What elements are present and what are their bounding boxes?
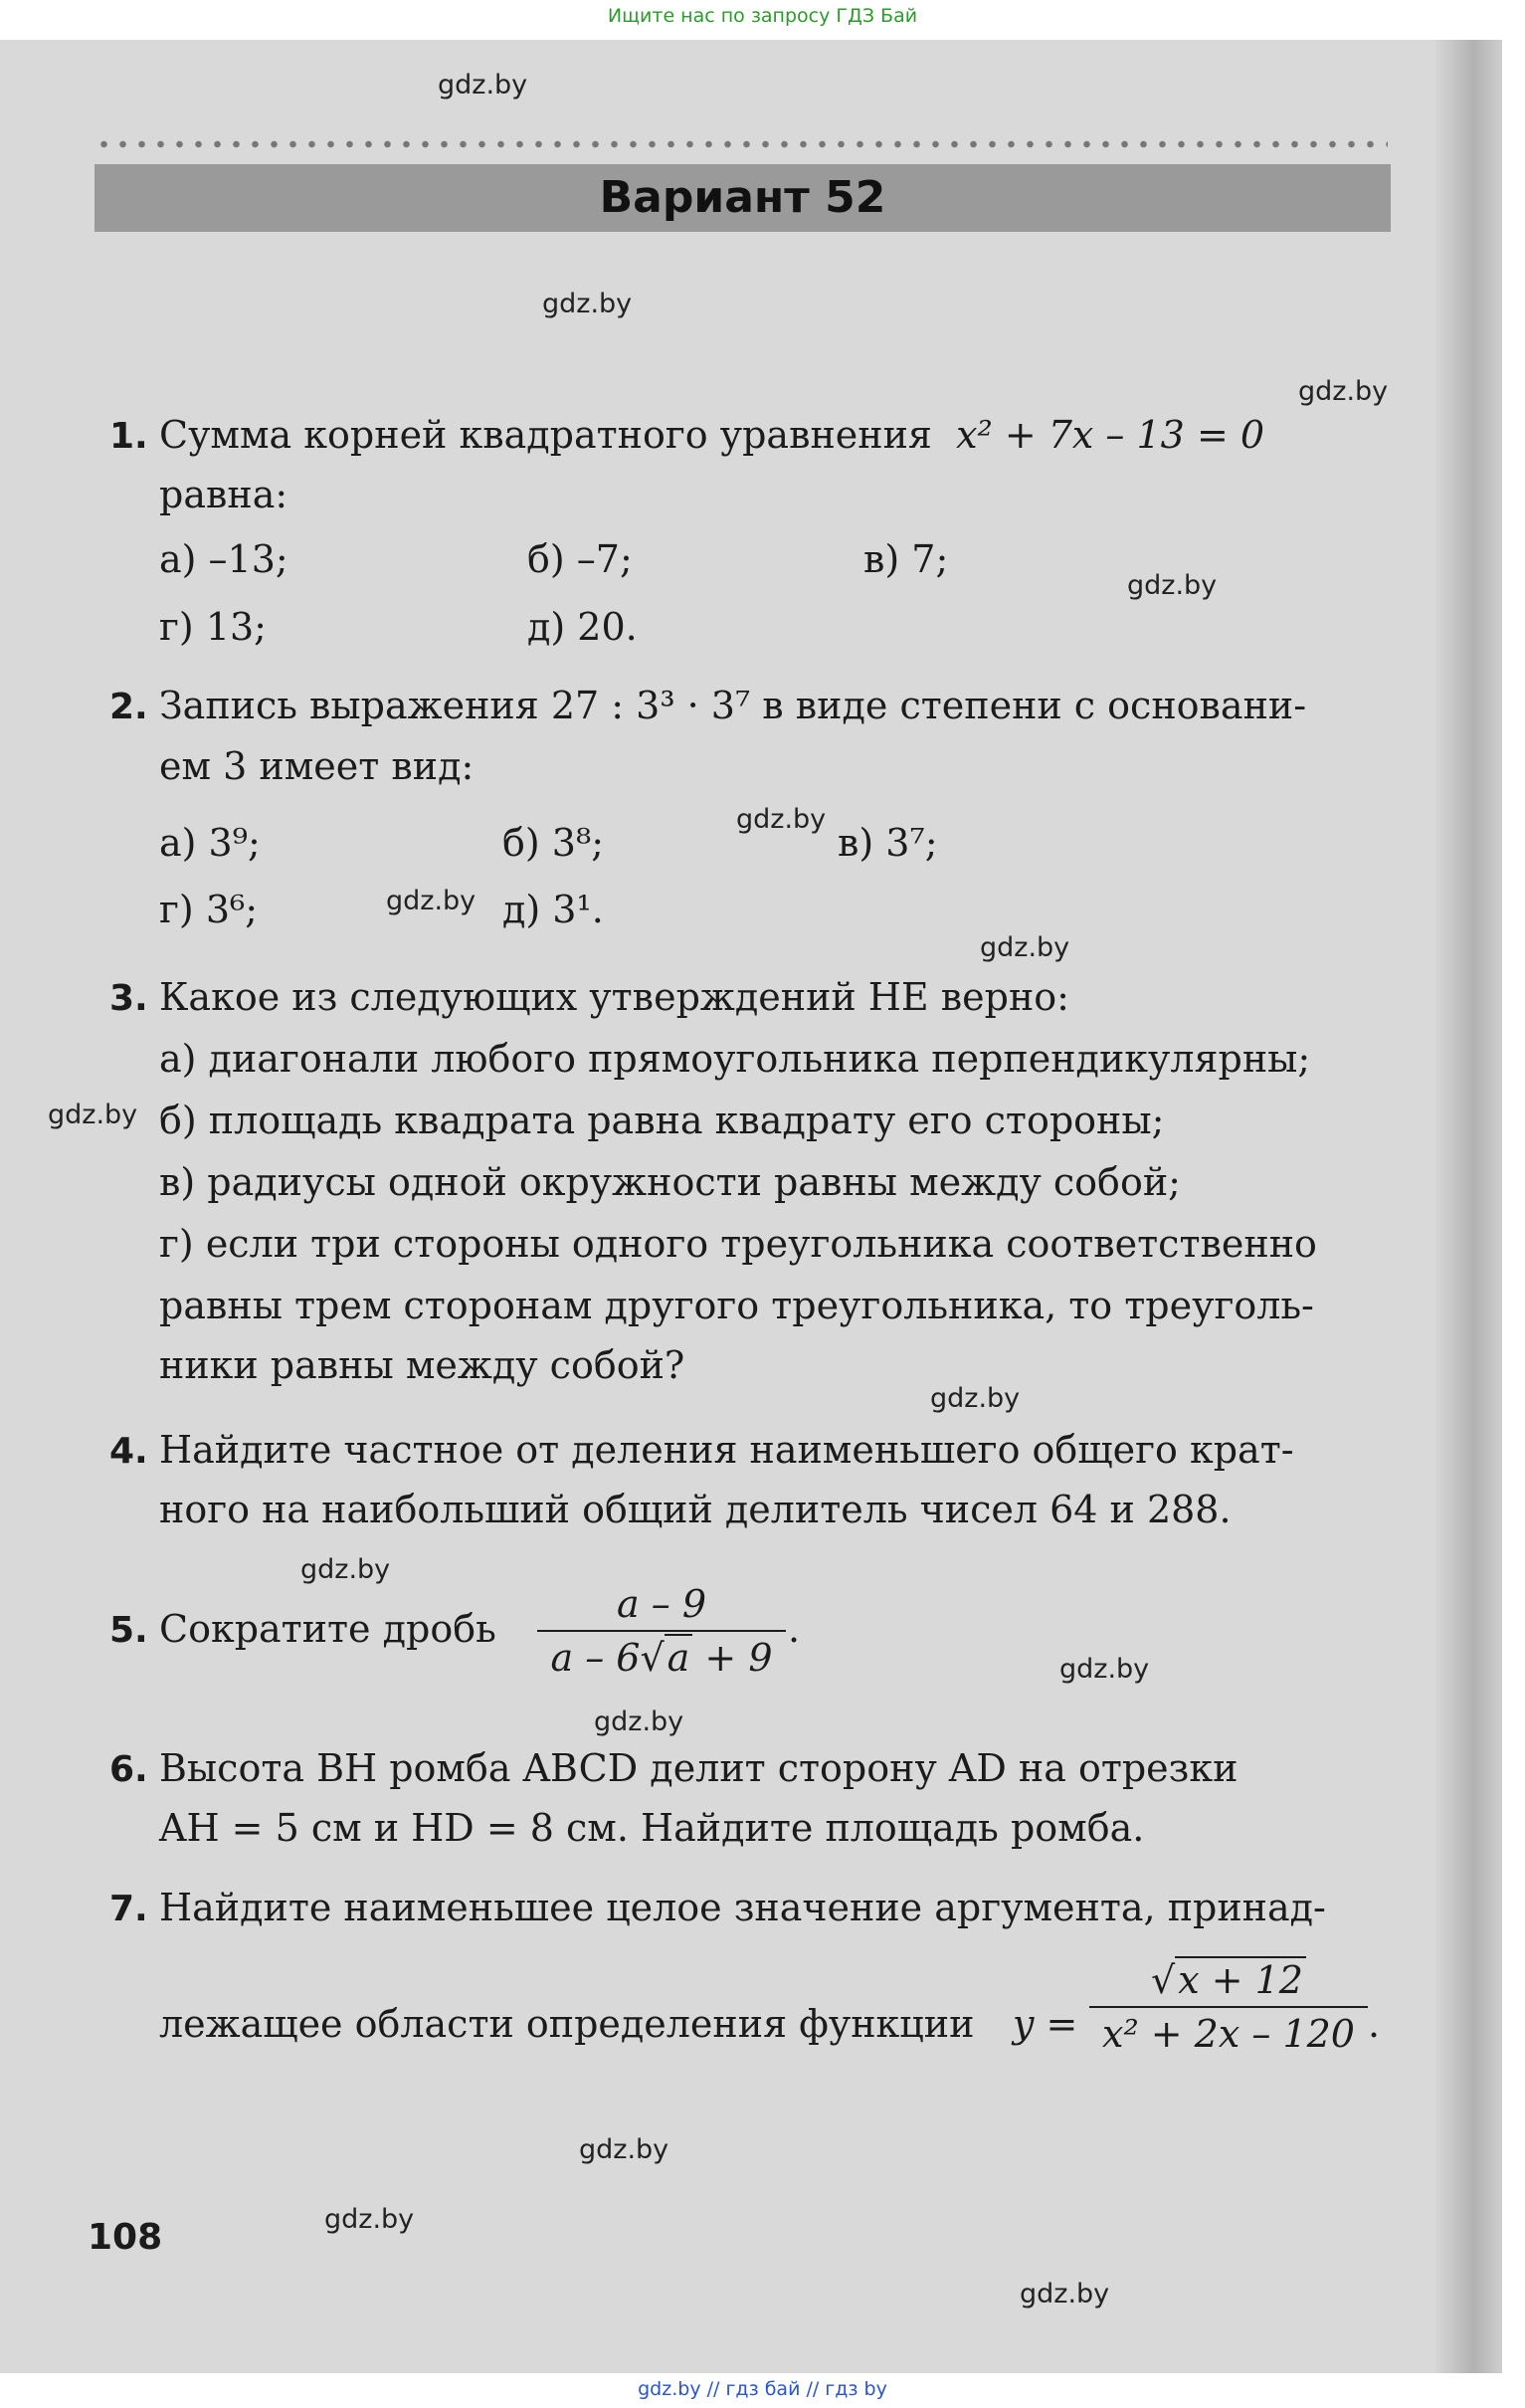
answer-option: г) 3⁶; xyxy=(159,888,259,931)
question-number: 1. xyxy=(109,416,148,457)
answer-option: а) –13; xyxy=(159,537,288,581)
watermark: gdz.by xyxy=(300,1554,391,1585)
watermark: gdz.by xyxy=(48,1100,138,1130)
question-number: 7. xyxy=(109,1889,148,1929)
watermark: gdz.by xyxy=(930,1383,1021,1414)
statement-line: г) если три стороны одного треугольника соответственно xyxy=(159,1222,1317,1266)
q2-text-a: Запись выражения xyxy=(159,684,539,727)
question-text: Найдите частное от деления наименьшего общего крат- xyxy=(159,1428,1294,1472)
watermark: gdz.by xyxy=(324,2204,415,2235)
question-number: 4. xyxy=(109,1431,148,1472)
punctuation: . xyxy=(1368,2002,1381,2046)
q2-expression: 27 : 3³ · 3⁷ xyxy=(550,684,751,727)
q2-text-b: в виде степени с основани- xyxy=(762,684,1307,727)
watermark: gdz.by xyxy=(1020,2279,1110,2309)
fraction-numerator: a – 9 xyxy=(617,1582,706,1626)
statement-line: б) площадь квадрата равна квадрату его стороны; xyxy=(159,1099,1165,1142)
watermark: gdz.by xyxy=(594,1706,684,1737)
watermark: gdz.by xyxy=(438,70,528,100)
statement-line: ники равны между собой? xyxy=(159,1343,685,1387)
function-lhs: y = xyxy=(1013,2002,1078,2046)
watermark: gdz.by xyxy=(386,886,477,916)
punctuation: . xyxy=(788,1607,801,1651)
watermark: gdz.by xyxy=(736,804,827,835)
page-title: Вариант 52 xyxy=(599,172,886,223)
sqrt-radicand: x + 12 xyxy=(1175,1956,1306,2002)
watermark: gdz.by xyxy=(980,932,1070,963)
sqrt-radicand: a xyxy=(665,1634,693,1680)
q1-equation: x² + 7x – 13 = 0 xyxy=(956,413,1265,457)
watermark: gdz.by xyxy=(579,2134,669,2165)
watermark: gdz.by xyxy=(1059,1654,1150,1685)
sqrt-sign: √ xyxy=(640,1636,665,1680)
question-text: Сократите дробь xyxy=(159,1607,496,1651)
q1-text: Сумма корней квадратного уравнения xyxy=(159,413,932,457)
question-number: 5. xyxy=(109,1610,148,1651)
question-number: 6. xyxy=(109,1749,148,1790)
statement-line: равны трем сторонам другого треугольника, то треуголь- xyxy=(159,1284,1314,1327)
question-text: лежащее области определения функции xyxy=(159,2002,975,2046)
answer-option: г) 13; xyxy=(159,605,267,649)
denominator-part: a – 6 xyxy=(550,1636,641,1680)
question-text xyxy=(159,413,1393,457)
fraction xyxy=(1089,1958,1368,2056)
question-text: Высота BH ромба ABCD делит сторону AD на отрезки xyxy=(159,1746,1239,1790)
question-text xyxy=(159,684,1393,727)
question-number: 3. xyxy=(109,978,148,1019)
fraction-denominator xyxy=(537,1636,786,1680)
fraction-numerator xyxy=(1089,1958,1368,2002)
fraction xyxy=(537,1582,786,1680)
page-edge-shadow xyxy=(1432,40,1502,2373)
fraction-denominator: x² + 2x – 120 xyxy=(1102,2012,1355,2056)
answer-option: б) –7; xyxy=(527,537,633,581)
question-text: равна: xyxy=(159,473,288,516)
question-text: Какое из следующих утверждений НЕ верно: xyxy=(159,975,1069,1019)
question-number: 2. xyxy=(109,687,148,727)
header-link[interactable]: Ищите нас по запросу ГДЗ Бай xyxy=(607,5,918,27)
statement-line: в) радиусы одной окружности равны между собой; xyxy=(159,1160,1181,1204)
watermark: gdz.by xyxy=(1298,376,1389,407)
watermark: gdz.by xyxy=(542,289,633,319)
question-text: ем 3 имеет вид: xyxy=(159,744,475,788)
question-text: ного на наибольший общий делитель чисел 64 и 288. xyxy=(159,1488,1232,1531)
page-number: 108 xyxy=(88,2217,163,2258)
answer-option: б) 3⁸; xyxy=(502,821,604,865)
statement-line: а) диагонали любого прямоугольника перпендикулярны; xyxy=(159,1037,1311,1081)
question-text: AH = 5 см и HD = 8 см. Найдите площадь ромба. xyxy=(159,1806,1145,1850)
sqrt-sign: √ xyxy=(1150,1958,1176,2002)
answer-option: д) 3¹. xyxy=(502,888,604,931)
fraction-bar xyxy=(537,1630,786,1632)
answer-option: а) 3⁹; xyxy=(159,821,261,865)
answer-option: в) 3⁷; xyxy=(838,821,938,865)
question-text: Найдите наименьшее целое значение аргумента, принад- xyxy=(159,1886,1326,1929)
watermark: gdz.by xyxy=(1127,570,1218,601)
footer-link[interactable]: gdz.by // гдз бай // гдз by xyxy=(638,2378,887,2400)
answer-option: д) 20. xyxy=(527,605,638,649)
fraction-bar xyxy=(1089,2006,1368,2008)
denominator-part: + 9 xyxy=(704,1636,773,1680)
dotted-rule xyxy=(95,139,1388,149)
answer-option: в) 7; xyxy=(863,537,949,581)
